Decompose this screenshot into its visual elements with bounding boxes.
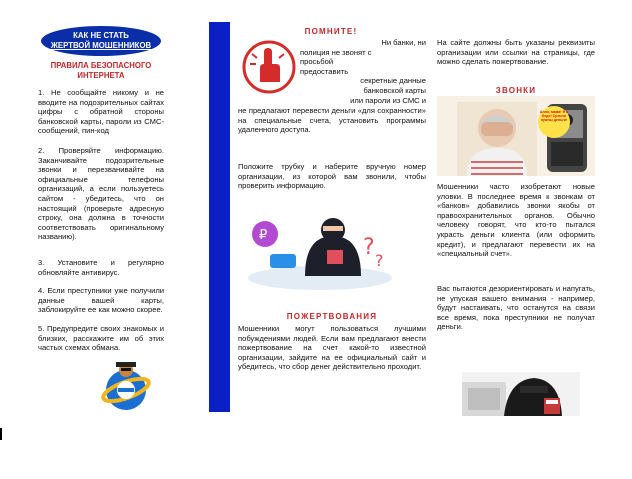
title-ellipse — [41, 26, 161, 56]
rule-2: 2. Проверяйте информацию. Заканчивайте подозрительные звонки и перезванивайте на официальные телефоны организаций, а если пользуетесь сайтом - убедитесь, что он настоящий (проверьте адресную строку, она должна в точности соответствовать оригинальному названию). — [38, 146, 164, 242]
rule-1: 1. Не сообщайте никому и не вводите на подозрительных сайтах цифры с обратной стороны банковской карты, пароли из СМС-сообщений, пин-код — [38, 88, 164, 136]
rule-4: 4. Если преступники уже получили данные вашей карты, заблокируйте ее как можно скорее. — [38, 286, 164, 315]
remember-line-4: предоставить — [300, 66, 349, 76]
remember-line-7: или пароли из СМС и — [350, 95, 426, 105]
remember-line-3: просьбой — [300, 57, 334, 67]
warning-hand-icon — [238, 38, 300, 96]
edge-mark — [0, 428, 2, 440]
calls-illustration — [437, 96, 595, 176]
remember-heading: ПОМНИТЕ! — [304, 27, 358, 36]
site-text: На сайте должны быть указаны реквизиты организации или ссылки на страницы, где можно сделать пожертвование. — [437, 38, 595, 67]
rule-5: 5. Предупредите своих знакомых и близких, расскажите им об этих частых схемах обмана. — [38, 324, 164, 353]
calls-text: Мошенники часто изобретают новые уловки. В последнее время к звонкам от «банков» добавились звонки якобы от правоохранительных органов. Обычно человеку говорят, что кто-то пытался украсть деньги клиента (или оформить кредит), и предлагают перевести их на «специальный счет». — [437, 182, 595, 259]
phone-bubble-text: Алло, мама! Я в беде! Срочно нужны деньги! — [539, 110, 569, 123]
rules-title — [38, 61, 164, 80]
svg-text:₽: ₽ — [259, 228, 268, 243]
rule-3: 3. Установите и регулярно обновляйте антивирус. — [38, 258, 164, 277]
remember-line-1: Ни банки, ни — [381, 38, 426, 47]
fraudster-phone-illustration — [462, 372, 580, 416]
title-line-1: КАК НЕ СТАТЬ — [73, 31, 129, 40]
remember-line-2: полиция не звонят с — [300, 47, 372, 57]
transfers-heading: ПОЖЕРТВОВАНИЯ — [286, 312, 378, 321]
pressure-text: Вас пытаются дезориентировать и напугать, не упуская вашего внимания - например, будут настаивать, что останутся на связи все время, пока преступники не получат деньги. — [437, 284, 595, 332]
svg-text:?: ? — [375, 251, 384, 270]
remember-lines — [300, 38, 426, 105]
remember-tail: не предлагают перевести деньги «для сохранности» на специальные счета, установить программы удаленного доступа. — [238, 106, 426, 135]
svg-text:?: ? — [363, 235, 375, 260]
remember-line-6: банковской карты — [363, 85, 426, 95]
thief-illustration — [245, 206, 395, 292]
hang-up-advice: Положите трубку и наберите вручную номер организации, из которой вам звонили, чтобы проверить информацию. — [238, 162, 426, 191]
calls-heading: ЗВОНКИ — [495, 86, 537, 95]
title-line-2: ЖЕРТВОЙ МОШЕННИКОВ — [50, 41, 152, 50]
internet-hacker-illustration — [98, 360, 154, 414]
rules-title-line-1: ПРАВИЛА БЕЗОПАСНОГО — [50, 61, 152, 70]
transfers-text: Мошенники могут пользоваться лучшими побуждениями людей. Если вам предлагают внести пожертвование на счет какой-то известной организации, зайдите на ее официальный сайт и убедитесь, что сбор денег действительно проходит. — [238, 324, 426, 372]
remember-line-5: секретные данные — [360, 76, 426, 86]
divider-bar — [209, 22, 230, 412]
rules-title-line-2: ИНТЕРНЕТА — [77, 70, 125, 80]
